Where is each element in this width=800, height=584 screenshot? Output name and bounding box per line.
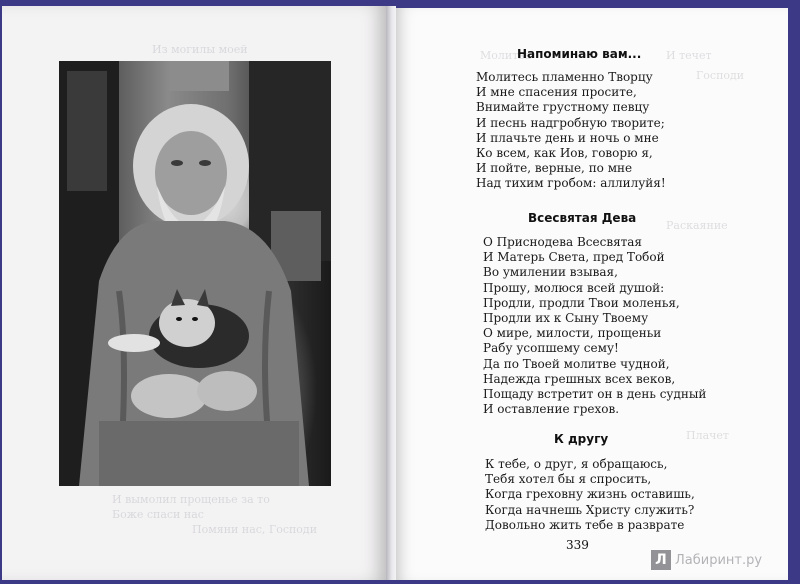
verse-line: Тебя хотел бы я спросить, [485, 472, 652, 487]
bleed-through-text: Боже спаси нас [112, 508, 204, 521]
verse-line: Молитесь пламенно Творцу [476, 70, 653, 84]
verse-line: Продли, продли Твои моленья, [483, 295, 680, 310]
poem-title: Напоминаю вам... [517, 47, 642, 61]
bleed-through-text: Помяни нас, Господи [192, 523, 318, 536]
bleed-through-text: Раскаяние [666, 219, 728, 232]
verse-line: Во умилении взывая, [483, 265, 618, 280]
verse-line: Когда начнешь Христу служить? [485, 502, 695, 517]
bleed-through-text: И течет [666, 49, 712, 62]
poem-stanza [485, 457, 695, 533]
verse-line: Надежда грешных всех веков, [483, 371, 676, 386]
verse-line: Пощаду встретит он в день судный [483, 387, 707, 402]
verse-line: Продли их к Сыну Твоему [483, 311, 649, 326]
verse-line: Да по Твоей молитве чудной, [483, 356, 670, 371]
verse-line: О Приснодева Всесвятая [483, 235, 643, 249]
photo-elder-with-cat [59, 61, 331, 486]
verse-line: И пойте, верные, по мне [476, 161, 633, 176]
watermark-text: Лабиринт.ру [675, 552, 763, 568]
poem-title: Всесвятая Дева [528, 211, 637, 225]
verse-line: Прошу, молюся всей душой: [483, 280, 665, 295]
verse-line: И оставление грехов. [483, 402, 620, 417]
bleed-through-text: Молитва [480, 49, 532, 62]
verse-line: Внимайте грустному певцу [476, 100, 650, 115]
verse-line: Рабу усопшему сему! [483, 341, 619, 356]
photo-illustration [59, 61, 331, 486]
verse-line: И песнь надгробную творите; [476, 115, 665, 130]
poem-stanza [476, 70, 666, 192]
book-gutter [386, 6, 396, 580]
bleed-through-text: И вымолил прощенье за то [112, 493, 270, 506]
left-page [2, 6, 386, 580]
watermark [651, 550, 762, 570]
verse-line: И плачьте день и ночь о мне [476, 130, 659, 145]
verse-line: Когда греховну жизнь оставишь, [485, 487, 695, 502]
labirint-logo-icon: Л [651, 550, 671, 570]
page-number: 339 [566, 538, 589, 552]
poem-stanza [483, 235, 706, 417]
verse-line: И Матерь Света, пред Тобой [483, 250, 665, 265]
verse-line: И мне спасения просите, [476, 85, 637, 100]
verse-line: Над тихим гробом: аллилуйя! [476, 176, 666, 191]
poem-title: К другу [554, 432, 609, 446]
verse-line: Ко всем, как Иов, говорю я, [476, 146, 653, 161]
bleed-through-text: Господи [696, 69, 745, 82]
verse-line: К тебе, о друг, я обращаюсь, [485, 457, 668, 471]
bleed-through-text: Плачет [686, 429, 730, 442]
bleed-through-text: Из могилы моей [152, 43, 248, 56]
verse-line: О мире, милости, прощеньи [483, 326, 662, 341]
verse-line: Довольно жить тебе в разврате [485, 517, 685, 532]
